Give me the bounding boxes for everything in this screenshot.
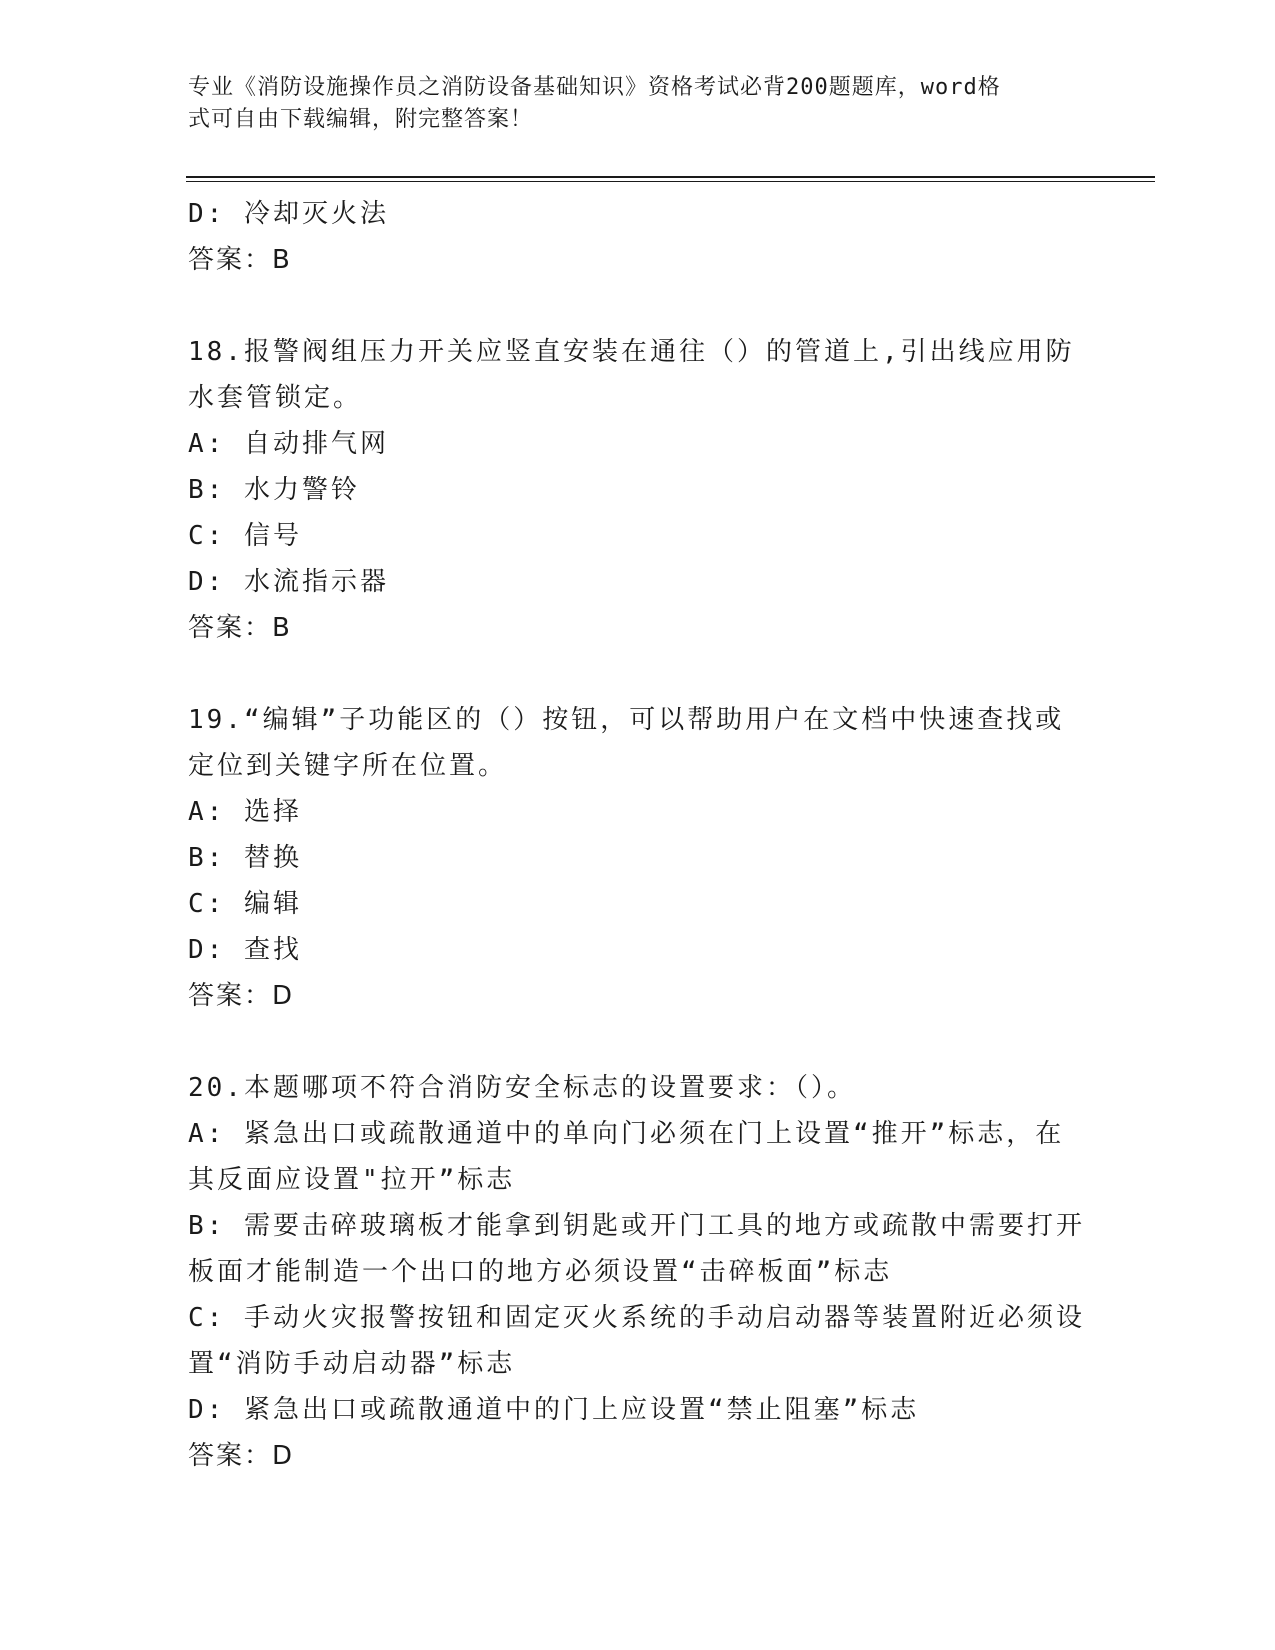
- option-b: B: 水力警铃: [188, 475, 360, 505]
- header-line-1: 专业《消防设施操作员之消防设备基础知识》资格考试必背200题题库，word格: [188, 75, 1001, 100]
- spacer: [188, 283, 1088, 329]
- answer: 答案：D: [188, 981, 295, 1011]
- option-c: C: 手动火灾报警按钮和固定灭火系统的手动启动器等装置附近必须设: [188, 1303, 1085, 1333]
- question-20: [188, 1065, 1088, 1479]
- header-divider-thick: [186, 176, 1155, 178]
- question-stem: 水套管锁定。: [188, 383, 363, 413]
- answer: 答案：B: [188, 613, 292, 643]
- question-stem: 定位到关键字所在位置。: [188, 751, 508, 781]
- option-a: A: 自动排气网: [188, 429, 389, 459]
- option-a-continued: 其反面应设置"拉开”标志: [188, 1165, 516, 1195]
- header-line-2: 式可自由下载编辑，附完整答案！: [188, 107, 534, 132]
- option-c: C: 编辑: [188, 889, 302, 919]
- option-d: D: 紧急出口或疏散通道中的门上应设置“禁止阻塞”标志: [188, 1395, 920, 1425]
- spacer: [188, 1019, 1088, 1065]
- question-stem: 20.本题哪项不符合消防安全标志的设置要求：（）。: [188, 1073, 856, 1103]
- option-c-continued: 置“消防手动启动器”标志: [188, 1349, 516, 1379]
- option-a: A: 选择: [188, 797, 302, 827]
- question-19: [188, 697, 1088, 1019]
- answer: 答案：B: [188, 245, 292, 275]
- option-d: D: 水流指示器: [188, 567, 389, 597]
- option-b: B: 替换: [188, 843, 302, 873]
- spacer: [188, 651, 1088, 697]
- question-stem: 19.“编辑”子功能区的（）按钮，可以帮助用户在文档中快速查找或: [188, 705, 1065, 735]
- question-stem: 18.报警阀组压力开关应竖直安装在通往（）的管道上,引出线应用防: [188, 337, 1075, 367]
- document-header: [188, 72, 1068, 136]
- answer: 答案：D: [188, 1441, 295, 1471]
- option-b-continued: 板面才能制造一个出口的地方必须设置“击碎板面”标志: [188, 1257, 893, 1287]
- option-a: A: 紧急出口或疏散通道中的单向门必须在门上设置“推开”标志，在: [188, 1119, 1065, 1149]
- option-d: D: 查找: [188, 935, 302, 965]
- question-17-tail: [188, 191, 1088, 283]
- question-content: [188, 191, 1088, 1479]
- question-18: [188, 329, 1088, 651]
- option-b: B: 需要击碎玻璃板才能拿到钥匙或开门工具的地方或疏散中需要打开: [188, 1211, 1085, 1241]
- option-d: D: 冷却灭火法: [188, 199, 389, 229]
- option-c: C: 信号: [188, 521, 302, 551]
- header-divider-thin: [186, 181, 1155, 182]
